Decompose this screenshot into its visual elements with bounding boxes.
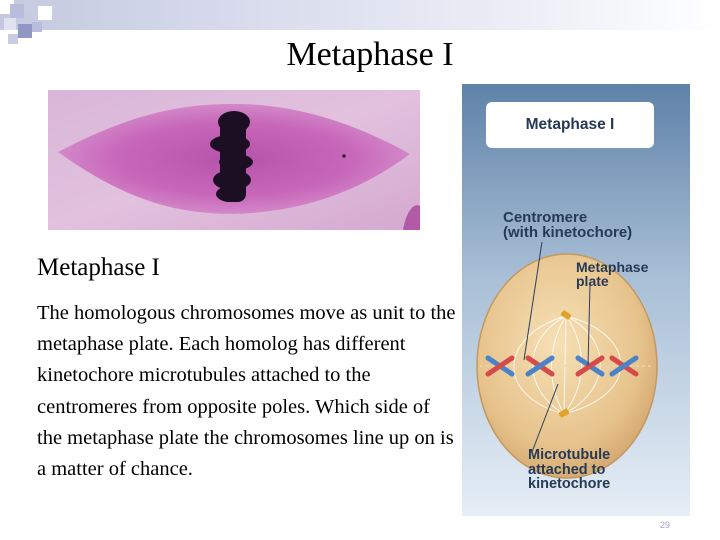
label-plate-line2: plate — [576, 273, 609, 289]
label-microtubule-line1: Microtubule — [528, 447, 611, 463]
diagram-title: Metaphase I — [486, 102, 654, 148]
label-plate-line1: Metaphase — [576, 259, 649, 275]
label-centromere-line1: Centromere — [503, 209, 588, 226]
header-band — [0, 0, 720, 30]
label-microtubule-line3: kinetochore — [528, 476, 611, 492]
body-paragraph: The homologous chromosomes move as unit to the metaphase plate. Each homolog has different kinetochore microtubules attached to the centromeres from opposite poles. Which side of the metaphase plate the chromosomes line up on is a matter of chance. — [37, 302, 456, 481]
slide-title: Metaphase I — [286, 36, 454, 73]
section-heading: Metaphase I — [37, 254, 160, 281]
label-microtubule-line2: attached to — [528, 461, 606, 478]
metaphase-micrograph — [48, 90, 420, 230]
label-metaphase-plate — [576, 260, 648, 288]
label-centromere-line2: (with kinetochore) — [503, 224, 633, 241]
label-microtubule — [528, 448, 610, 492]
slide-number: 29 — [660, 520, 671, 530]
label-centromere — [503, 210, 632, 240]
corner-decoration — [0, 0, 60, 46]
